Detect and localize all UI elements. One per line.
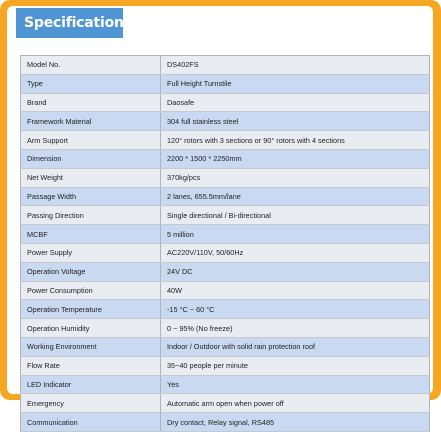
spec-value-cell: Yes [161,375,430,394]
spec-value-cell: Dry contact, Relay signal, RS485 [161,413,430,432]
spec-value-cell: 304 full stainless steel [161,112,430,131]
spec-key-cell: Dimension [21,149,161,168]
table-row [21,413,430,432]
spec-key-cell: Operation Humidity [21,319,161,338]
table-row [21,394,430,413]
table-row [21,131,430,150]
spec-value-cell: -15 °C ~ 60 °C [161,300,430,319]
spec-key-cell: LED Indicator [21,375,161,394]
table-row [21,149,430,168]
table-row [21,112,430,131]
table-row [21,206,430,225]
spec-value-cell: 40W [161,281,430,300]
spec-value-cell: Single directional / Bi-directional [161,206,430,225]
spec-value-cell: 2 lanes, 655.5mm/lane [161,187,430,206]
table-row [21,375,430,394]
table-row [21,300,430,319]
table-row [21,262,430,281]
spec-key-cell: Operation Voltage [21,262,161,281]
spec-key-cell: Power Supply [21,243,161,262]
table-row [21,56,430,75]
spec-key-cell: Passage Width [21,187,161,206]
table-row [21,319,430,338]
spec-value-cell: 35~40 people per minute [161,356,430,375]
spec-value-cell: AC220V/110V, 50/60Hz [161,243,430,262]
spec-value-cell: 370kg/pcs [161,168,430,187]
spec-table [20,55,430,432]
spec-key-cell: Working Environment [21,337,161,356]
spec-value-cell: 5 million [161,225,430,244]
table-row [21,243,430,262]
spec-key-cell: Type [21,74,161,93]
spec-key-cell: Arm Support [21,131,161,150]
spec-value-cell: Indoor / Outdoor with solid rain protection roof [161,337,430,356]
table-row [21,168,430,187]
spec-key-cell: Power Consumption [21,281,161,300]
table-row [21,337,430,356]
spec-panel [7,6,433,427]
spec-value-cell: Full Height Turnstile [161,74,430,93]
spec-key-cell: MCBF [21,225,161,244]
spec-value-cell: Daosafe [161,93,430,112]
spec-key-cell: Operation Temperature [21,300,161,319]
table-row [21,281,430,300]
spec-key-cell: Framework Material [21,112,161,131]
spec-key-cell: Brand [21,93,161,112]
spec-value-cell: 24V DC [161,262,430,281]
spec-value-cell: Automatic arm open when power off [161,394,430,413]
spec-key-cell: Flow Rate [21,356,161,375]
table-row [21,74,430,93]
spec-table-body [21,56,430,432]
spec-value-cell: 2200 * 1500 * 2250mm [161,149,430,168]
table-row [21,356,430,375]
table-row [21,187,430,206]
spec-key-cell: Net Weight [21,168,161,187]
spec-value-cell: 120° rotors with 3 sections or 90° rotors with 4 sections [161,131,430,150]
spec-key-cell: Communication [21,413,161,432]
table-row [21,93,430,112]
page-title: Specification [16,8,123,38]
spec-key-cell: Emergency [21,394,161,413]
spec-key-cell: Passing Direction [21,206,161,225]
spec-value-cell: 0 ~ 95% (No freeze) [161,319,430,338]
spec-key-cell: Model No. [21,56,161,75]
spec-value-cell: DS402FS [161,56,430,75]
table-row [21,225,430,244]
